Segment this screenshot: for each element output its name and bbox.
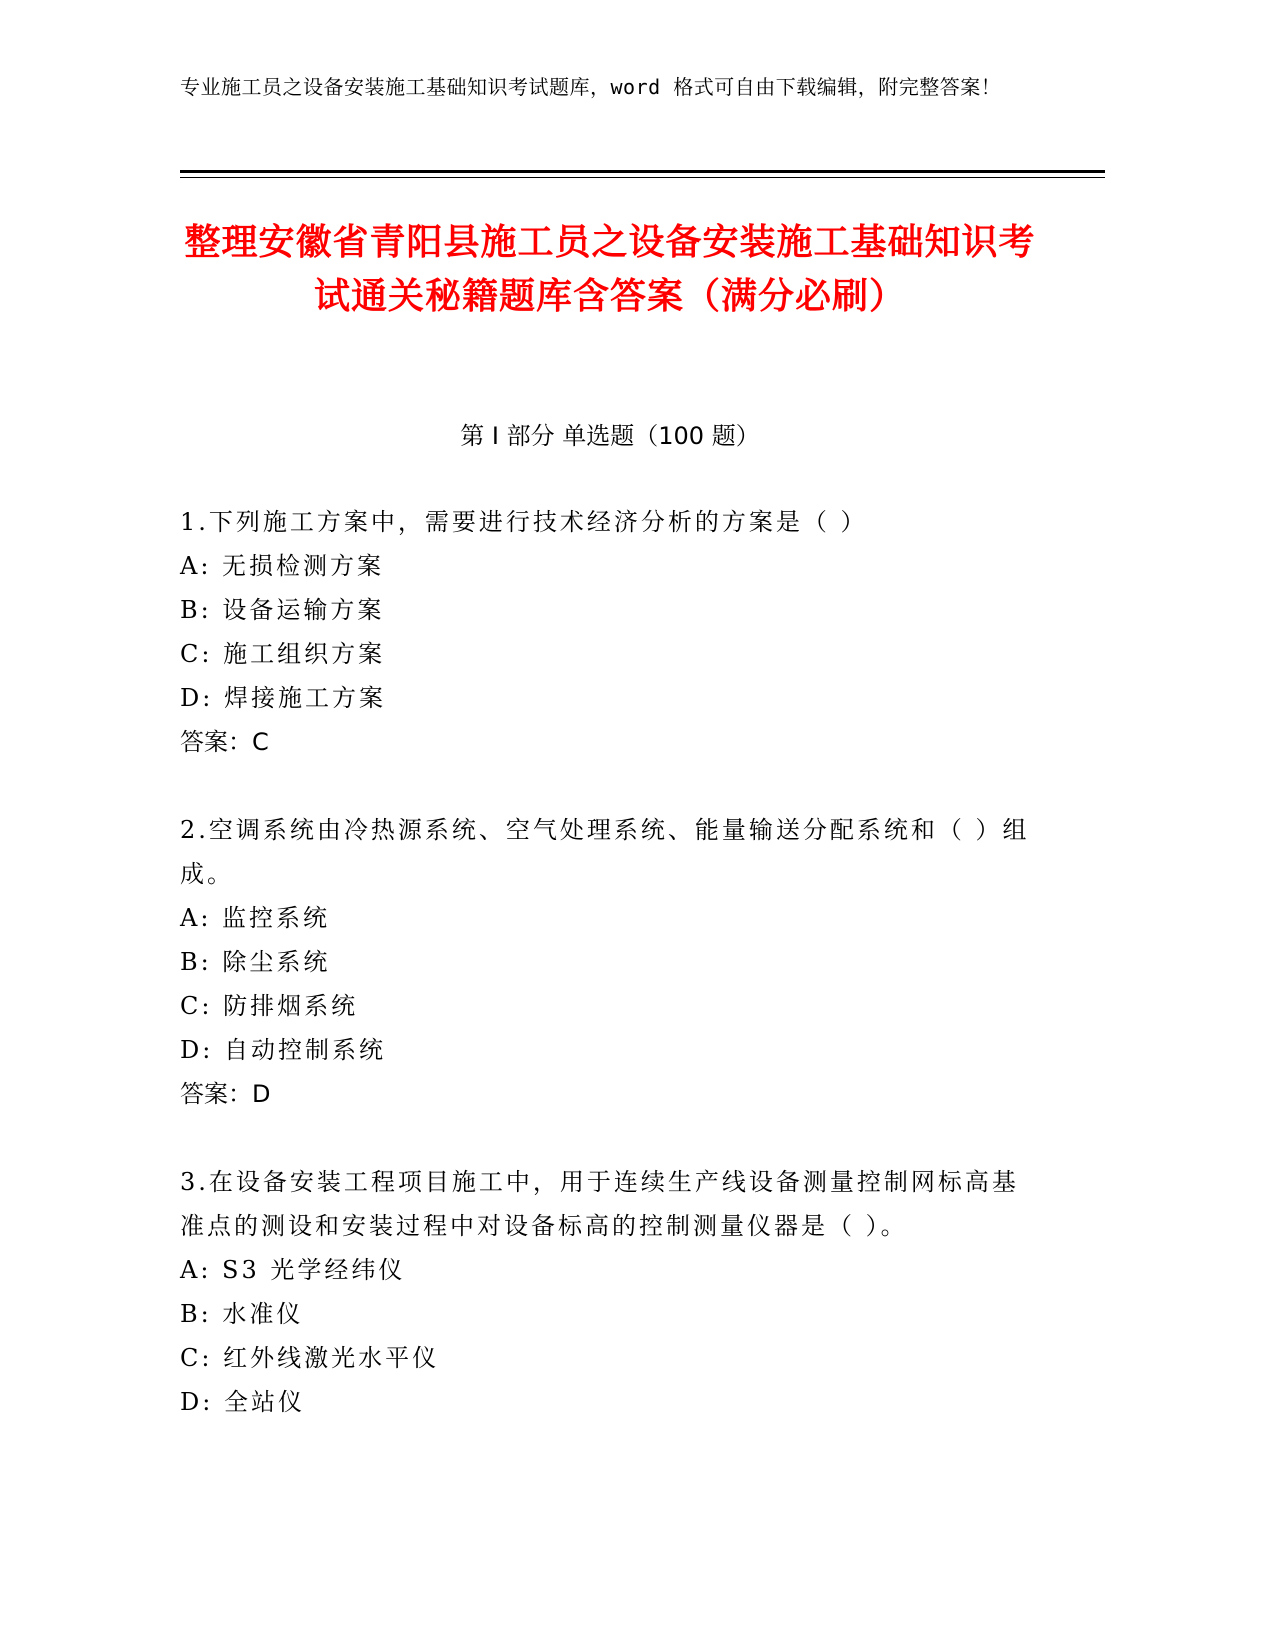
header-note: 专业施工员之设备安装施工基础知识考试题库，word 格式可自由下载编辑，附完整答案！ xyxy=(180,75,1002,99)
option-c: C: 红外线激光水平仪 xyxy=(180,1344,440,1372)
question-3 xyxy=(180,1160,1030,1424)
option-b: B: 水准仪 xyxy=(180,1300,304,1328)
question-stem: 1.下列施工方案中，需要进行技术经济分析的方案是（ ） xyxy=(180,508,868,536)
answer: 答案：D xyxy=(180,1080,271,1108)
question-1 xyxy=(180,500,1030,764)
option-c: C: 防排烟系统 xyxy=(180,992,359,1020)
question-list xyxy=(180,500,1030,1468)
question-stem: 2.空调系统由冷热源系统、空气处理系统、能量输送分配系统和（ ）组成。 xyxy=(180,816,1030,888)
answer: 答案：C xyxy=(180,728,269,756)
option-a: A: 无损检测方案 xyxy=(180,552,385,580)
question-2 xyxy=(180,808,1030,1116)
option-d: D: 焊接施工方案 xyxy=(180,684,386,712)
option-c: C: 施工组织方案 xyxy=(180,640,386,668)
option-b: B: 除尘系统 xyxy=(180,948,331,976)
option-d: D: 自动控制系统 xyxy=(180,1036,386,1064)
option-a: A: 监控系统 xyxy=(180,904,331,932)
document-title: 整理安徽省青阳县施工员之设备安装施工基础知识考试通关秘籍题库含答案（满分必刷） xyxy=(184,222,1036,317)
header-rule-thick xyxy=(180,170,1105,173)
section-title: 第 I 部分 单选题（100 题） xyxy=(460,422,760,450)
option-b: B: 设备运输方案 xyxy=(180,596,385,624)
option-d: D: 全站仪 xyxy=(180,1388,305,1416)
option-a: A: S3 光学经纬仪 xyxy=(180,1256,406,1284)
header-rule-thin xyxy=(180,177,1105,178)
question-stem: 3.在设备安装工程项目施工中，用于连续生产线设备测量控制网标高基准点的测设和安装过程中对设备标高的控制测量仪器是（ ）。 xyxy=(180,1168,1019,1240)
